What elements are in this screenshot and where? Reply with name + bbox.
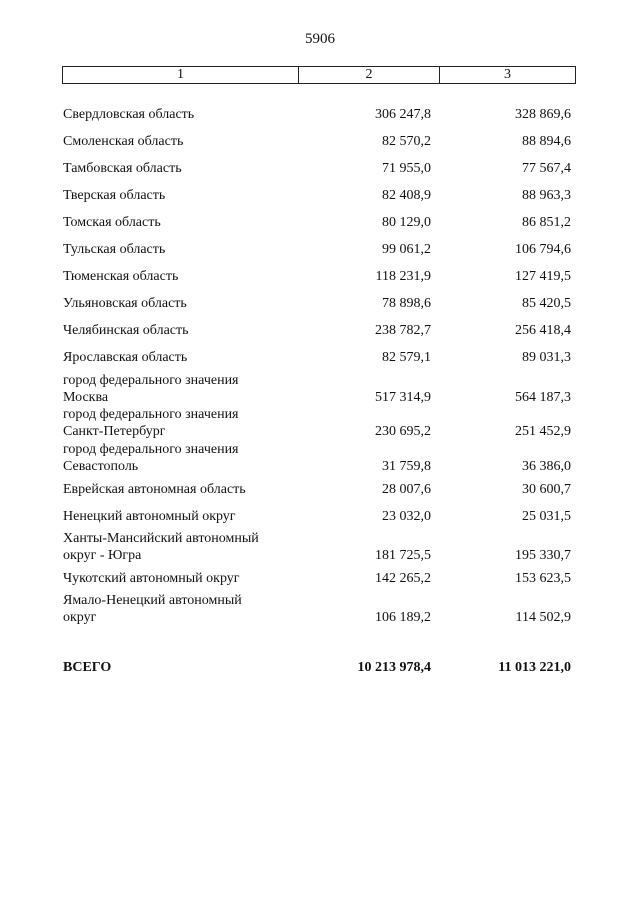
region-name [63,441,303,475]
value-col-2: 118 231,9 [375,269,431,284]
value-col-2: 31 759,8 [382,459,431,474]
value-col-3: 195 330,7 [515,548,571,563]
header-col-3: 3 [504,67,511,82]
value-col-3: 77 567,4 [522,161,571,176]
region-name-line: Ярославская область [63,350,188,365]
region-name [63,214,303,231]
value-col-3: 153 623,5 [515,571,571,586]
region-name-line: Санкт-Петербург [63,424,166,439]
value-col-3: 564 187,3 [515,390,571,405]
region-name-line: Ульяновская область [63,296,187,311]
region-name-line: округ - Югра [63,548,142,563]
region-name-line: Челябинская область [63,323,189,338]
value-col-2: 230 695,2 [375,424,431,439]
total-value-col-3: 11 013 221,0 [498,660,571,675]
value-col-2: 23 032,0 [382,509,431,524]
value-col-2: 78 898,6 [382,296,431,311]
value-col-2: 82 579,1 [382,350,431,365]
region-name [63,133,303,150]
region-name-line: Тюменская область [63,269,179,284]
value-col-2: 28 007,6 [382,482,431,497]
region-name [63,570,303,587]
region-name [63,508,303,525]
value-col-3: 30 600,7 [522,482,571,497]
region-name-line: Тамбовская область [63,161,182,176]
region-name [63,268,303,285]
region-name-line: Ненецкий автономный округ [63,509,236,524]
value-col-3: 256 418,4 [515,323,571,338]
total-value-col-2: 10 213 978,4 [357,660,431,675]
value-col-2: 238 782,7 [375,323,431,338]
value-col-2: 99 061,2 [382,242,431,257]
value-col-3: 88 894,6 [522,134,571,149]
region-name [63,530,303,564]
region-name [63,295,303,312]
value-col-3: 89 031,3 [522,350,571,365]
region-name-line: Томская область [63,215,161,230]
value-col-2: 181 725,5 [375,548,431,563]
page-number: 5906 [305,31,335,47]
value-col-2: 80 129,0 [382,215,431,230]
value-col-3: 86 851,2 [522,215,571,230]
value-col-2: 82 570,2 [382,134,431,149]
value-col-3: 114 502,9 [515,610,571,625]
region-name-line: Москва [63,390,109,405]
header-col-2: 2 [299,67,440,83]
value-col-3: 25 031,5 [522,509,571,524]
region-name-line: округ [63,610,97,625]
value-col-3: 85 420,5 [522,296,571,311]
region-name-line: Еврейская автономная область [63,482,246,497]
region-name [63,592,303,626]
region-name-line: Ханты-Мансийский автономный [63,531,259,546]
region-name-line: Тульская область [63,242,166,257]
value-col-2: 71 955,0 [382,161,431,176]
region-name-line: город федерального значения [63,373,239,388]
region-name-line: Ямало-Ненецкий автономный [63,593,242,608]
value-col-2: 306 247,8 [375,107,431,122]
value-col-3: 251 452,9 [515,424,571,439]
region-name-line: Чукотский автономный округ [63,571,240,586]
region-name [63,349,303,366]
value-col-3: 127 419,5 [515,269,571,284]
region-name [63,241,303,258]
region-name-line: город федерального значения [63,407,239,422]
region-name [63,481,303,498]
value-col-2: 106 189,2 [375,610,431,625]
value-col-2: 142 265,2 [375,571,431,586]
value-col-3: 328 869,6 [515,107,571,122]
region-name [63,406,303,440]
value-col-3: 36 386,0 [522,459,571,474]
region-name-line: Смоленская область [63,134,184,149]
value-col-3: 106 794,6 [515,242,571,257]
region-name [63,372,303,406]
region-name [63,187,303,204]
region-name-line: Севастополь [63,459,139,474]
value-col-2: 82 408,9 [382,188,431,203]
value-col-3: 88 963,3 [522,188,571,203]
region-name [63,106,303,123]
total-label: ВСЕГО [63,660,112,675]
region-name [63,322,303,339]
header-col-1: 1 [63,67,299,83]
region-name-line: Тверская область [63,188,166,203]
region-name-line: город федерального значения [63,442,239,457]
region-name-line: Свердловская область [63,107,195,122]
region-name [63,160,303,177]
value-col-2: 517 314,9 [375,390,431,405]
